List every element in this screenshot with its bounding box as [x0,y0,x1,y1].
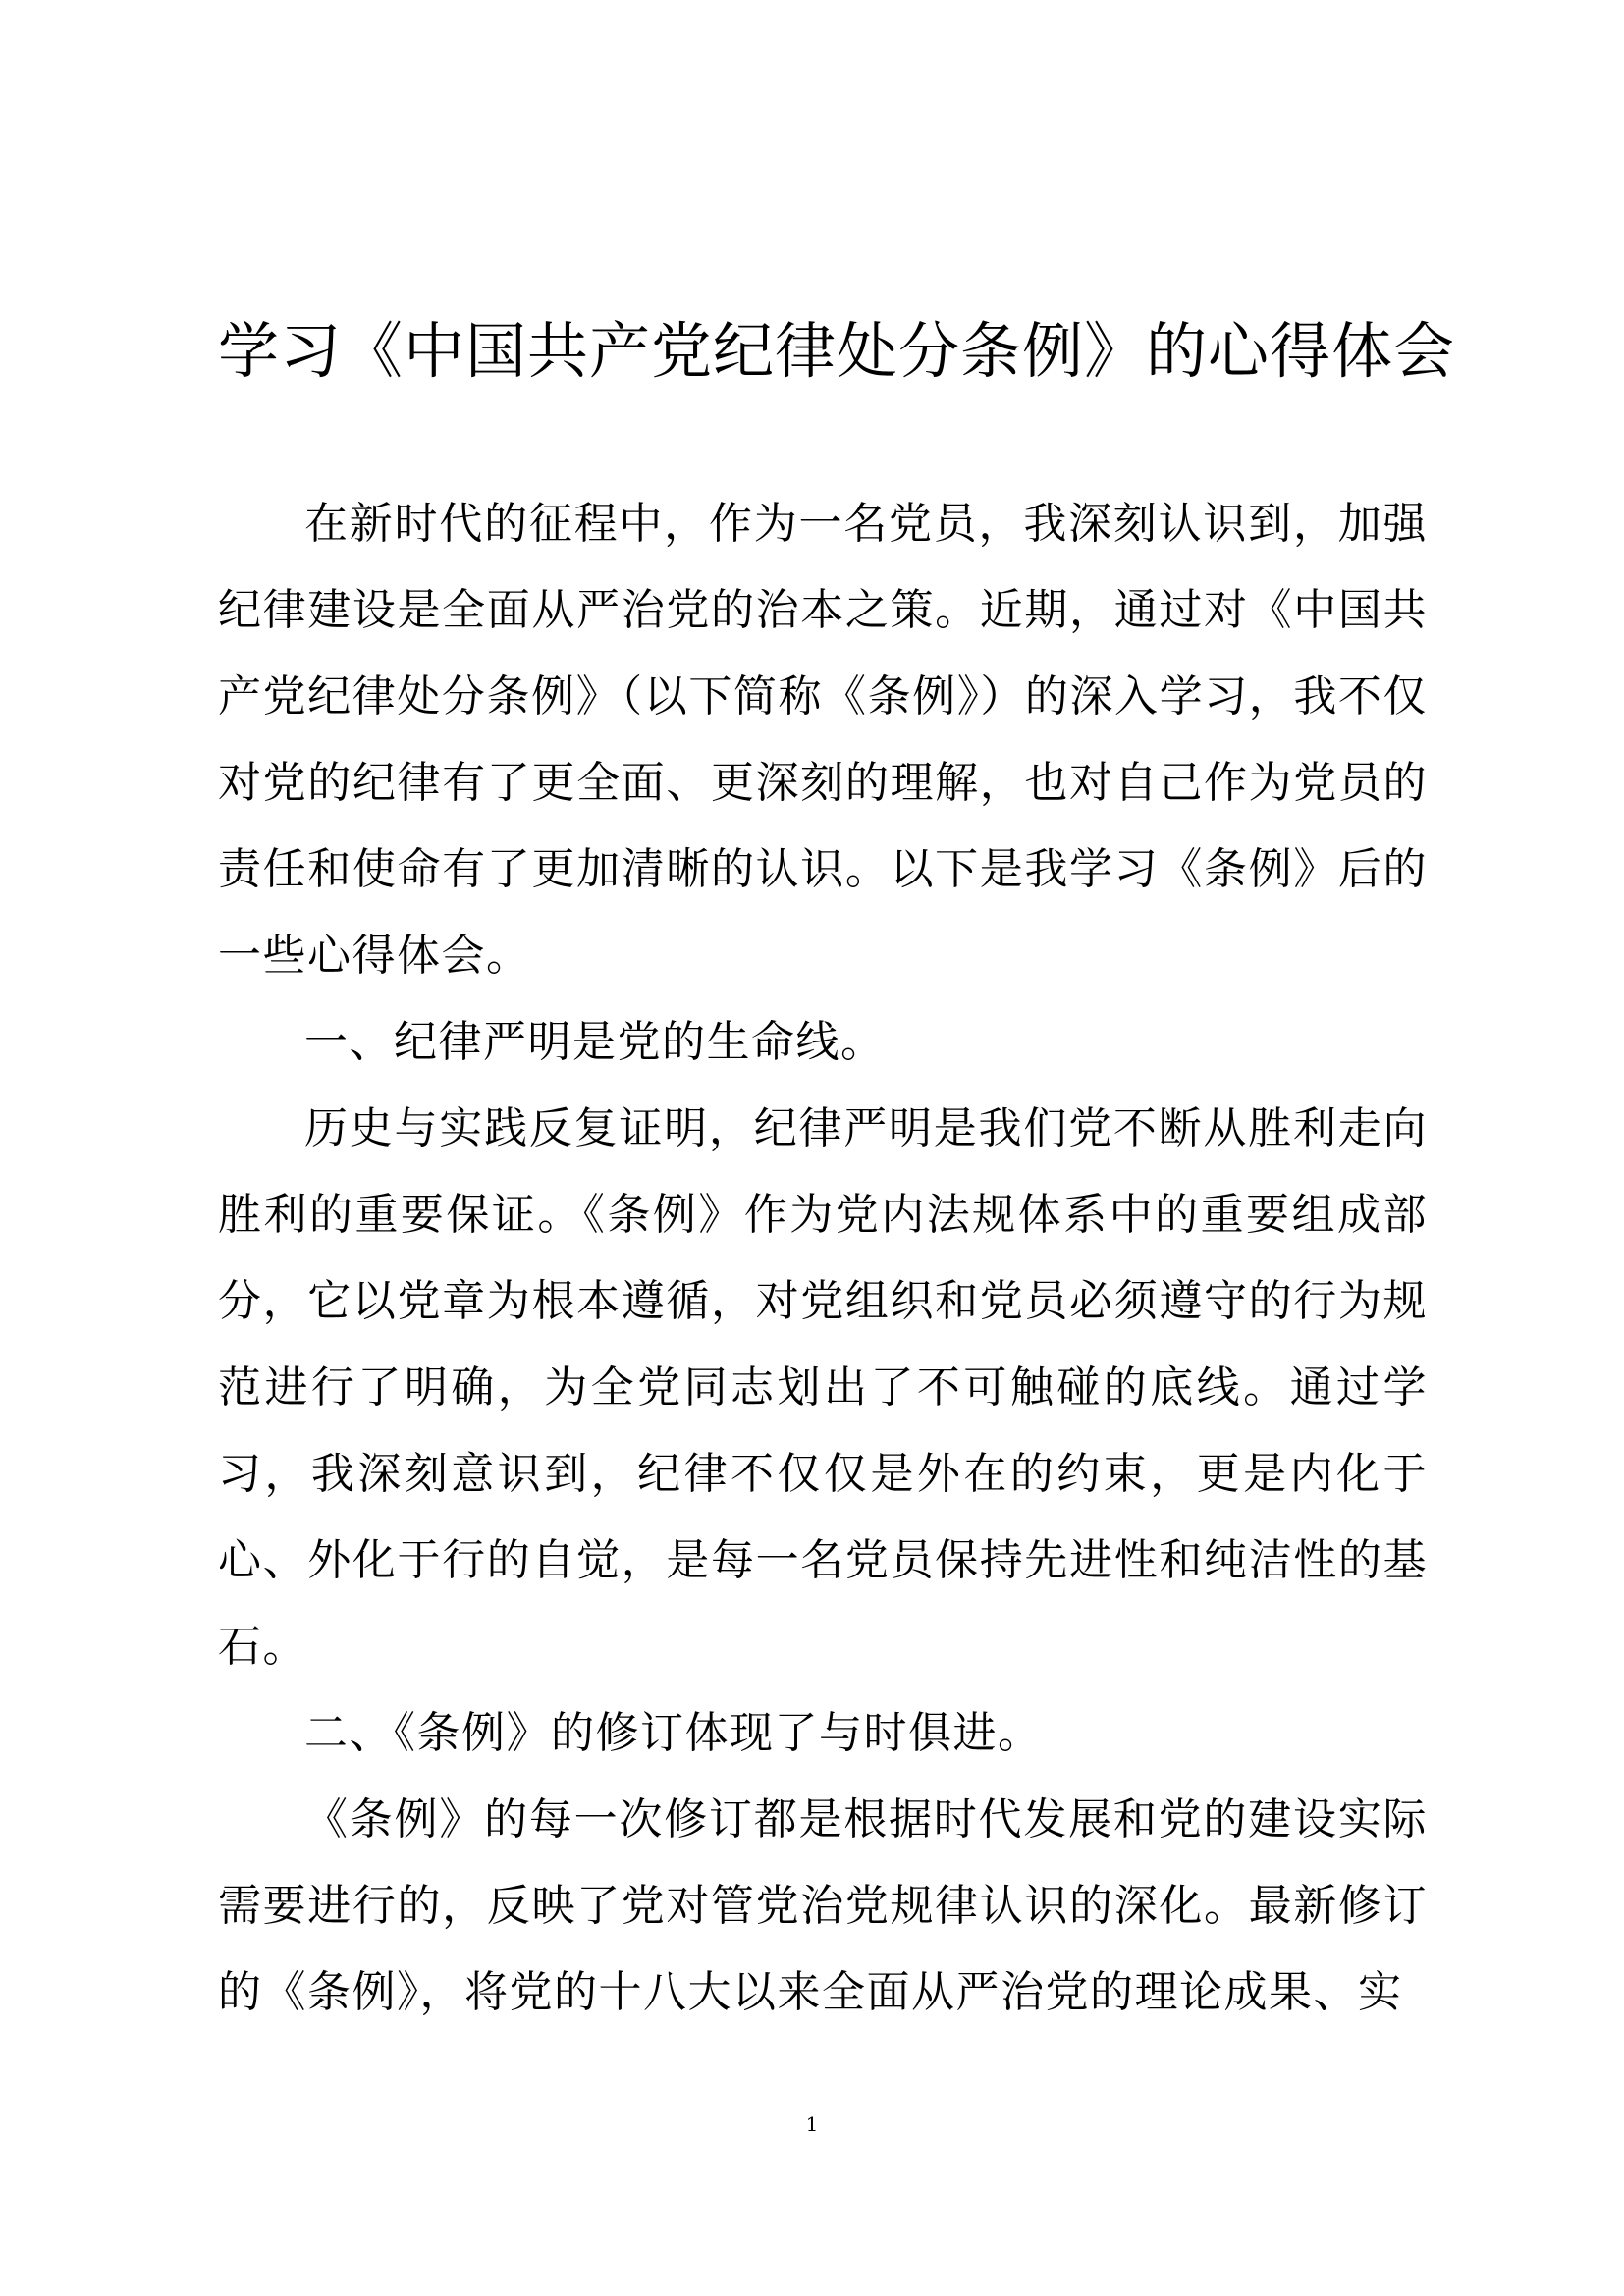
paragraph-intro: 在新时代的征程中，作为一名党员，我深刻认识到，加强纪律建设是全面从严治党的治本之策。近期，通过对《中国共产党纪律处分条例》（以下简称《条例》）的深入学习，我不仅对党的纪律有了更全面、更深刻的理解，也对自己作为党员的责任和使命有了更加清晰的认识。以下是我学习《条例》后的一些心得体会。 [218,499,1428,981]
page-number: 1 [805,2112,819,2136]
paragraph-section-2: 《条例》的每一次修订都是根据时代发展和党的建设实际需要进行的，反映了党对管党治党规律认识的深化。最新修订的《条例》，将党的十八大以来全面从严治党的理论成果、实 [218,1794,1428,2017]
paragraph-section-1: 历史与实践反复证明，纪律严明是我们党不断从胜利走向胜利的重要保证。《条例》作为党内法规体系中的重要组成部分，它以党章为根本遵循，对党组织和党员必须遵守的行为规范进行了明确，为全党同志划出了不可触碰的底线。通过学习，我深刻意识到，纪律不仅仅是外在的约束，更是内化于心、外化于行的自觉，是每一名党员保持先进性和纯洁性的基石。 [218,1103,1428,1672]
document-title: 学习《中国共产党纪律处分条例》的心得体会 [218,315,1456,387]
section-heading-1: 一、纪律严明是党的生命线。 [304,1017,886,1067]
section-heading-2: 二、《条例》的修订体现了与时俱进。 [304,1708,1043,1758]
document-body [218,481,1428,2036]
